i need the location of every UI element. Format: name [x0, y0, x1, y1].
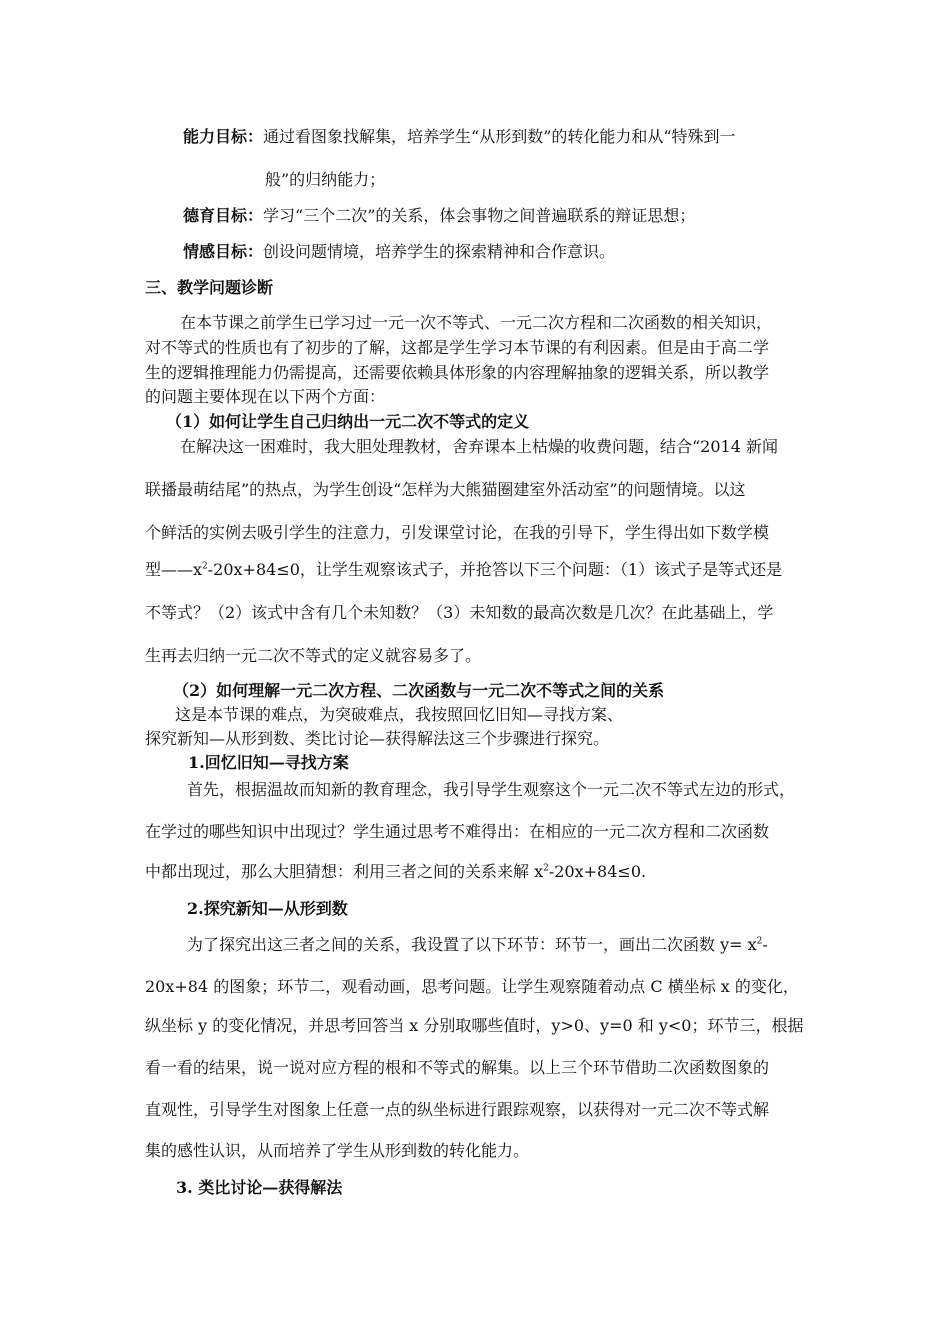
q1-line: 联播最萌结尾”的热点，为学生创设“怎样为大熊猫圈建室外活动室”的问题情境。以这 — [145, 480, 746, 499]
step2-line: 纵坐标 y 的变化情况，并思考回答当 x 分别取哪些值时，y>0、y=0 和 y<0；环节三，根据 — [145, 1016, 804, 1035]
emotion-goal-text: 创设问题情境，培养学生的探索精神和合作意识。 — [263, 242, 616, 261]
step2-heading: 2.探究新知—从形到数 — [187, 899, 348, 918]
step1-last-prefix: 中都出现过，那么大胆猜想：利用三者之间的关系来解 x — [145, 862, 544, 881]
step1-last-line — [145, 862, 646, 882]
ability-goal-continued: 般”的归纳能力； — [265, 170, 386, 189]
section-heading: 三、教学问题诊断 — [145, 278, 274, 297]
q1-line: 不等式？（2）该式中含有几个未知数？（3）未知数的最高次数是几次？在此基础上，学 — [145, 603, 774, 622]
step2-line: 看一看的结果，说一说对应方程的根和不等式的解集。以上三个环节借助二次函数图象的 — [145, 1058, 770, 1077]
ability-goal — [183, 127, 736, 147]
intro-line: 生的逻辑推理能力仍需提高，还需要依赖具体形象的内容理解抽象的逻辑关系，所以教学 — [145, 363, 770, 382]
moral-goal-label: 德育目标： — [183, 206, 264, 225]
step1-last-suffix: -20x+84≤0. — [548, 862, 647, 881]
step1-line: 在学过的哪些知识中出现过？学生通过思考不难得出：在相应的一元二次方程和二次函数 — [145, 822, 770, 841]
q2-line: 探究新知—从形到数、类比讨论—获得解法这三个步骤进行探究。 — [145, 729, 610, 748]
q1-line: 在解决这一困难时，我大胆处理教材，舍弃课本上枯燥的收费问题，结合“2014 新闻 — [180, 437, 778, 456]
q1-model-line — [145, 560, 782, 580]
intro-line: 对不等式的性质也有了初步的了解，这都是学生学习本节课的有利因素。但是由于高二学 — [145, 338, 770, 357]
q1-heading: （1）如何让学生自己归纳出一元二次不等式的定义 — [166, 412, 530, 431]
intro-line: 在本节课之前学生已学习过一元一次不等式、一元二次方程和二次函数的相关知识， — [180, 313, 773, 332]
step3-heading: 3. 类比讨论—获得解法 — [176, 1178, 343, 1197]
q2-heading: （2）如何理解一元二次方程、二次函数与一元二次不等式之间的关系 — [173, 681, 665, 700]
model-suffix: -20x+84≤0，让学生观察该式子，并抢答以下三个问题：（1）该式子是等式还是 — [207, 560, 783, 579]
emotion-goal — [183, 242, 615, 262]
ability-goal-label: 能力目标： — [183, 127, 264, 146]
moral-goal-text: 学习“三个二次”的关系，体会事物之间普遍联系的辩证思想； — [263, 206, 696, 225]
intro-line: 的问题主要体现在以下两个方面： — [145, 387, 386, 406]
exponent: 2 — [202, 561, 208, 572]
exponent: 2 — [543, 863, 549, 874]
ability-goal-text: 通过看图象找解集，培养学生“从形到数”的转化能力和从“特殊到一 — [263, 127, 736, 146]
step2-first-prefix: 为了探究出这三者之间的关系，我设置了以下环节：环节一，画出二次函数 y= x — [187, 935, 757, 954]
step2-line: 集的感性认识，从而培养了学生从形到数的转化能力。 — [145, 1141, 530, 1160]
step1-heading: 1.回忆旧知—寻找方案 — [188, 753, 349, 772]
q1-line: 个鲜活的实例去吸引学生的注意力，引发课堂讨论，在我的引导下，学生得出如下数学模 — [145, 523, 770, 542]
step2-line: 20x+84 的图象；环节二，观看动画，思考问题。让学生观察随着动点 C 横坐标 x 的变化， — [145, 977, 799, 996]
exponent: 2 — [756, 936, 763, 947]
q1-line: 生再去归纳一元二次不等式的定义就容易多了。 — [145, 646, 482, 665]
model-prefix: 型——x — [145, 560, 203, 579]
step1-line: 首先，根据温故而知新的教育理念，我引导学生观察这个一元二次不等式左边的形式， — [187, 780, 796, 799]
emotion-goal-label: 情感目标： — [183, 242, 264, 261]
step2-line: 直观性，引导学生对图象上任意一点的纵坐标进行跟踪观察，以获得对一元二次不等式解 — [145, 1100, 770, 1119]
q2-line: 这是本节课的难点，为突破难点，我按照回忆旧知—寻找方案、 — [175, 705, 624, 724]
step2-first-suffix: - — [762, 935, 768, 954]
step2-first-line — [187, 935, 768, 955]
moral-goal — [183, 206, 695, 226]
